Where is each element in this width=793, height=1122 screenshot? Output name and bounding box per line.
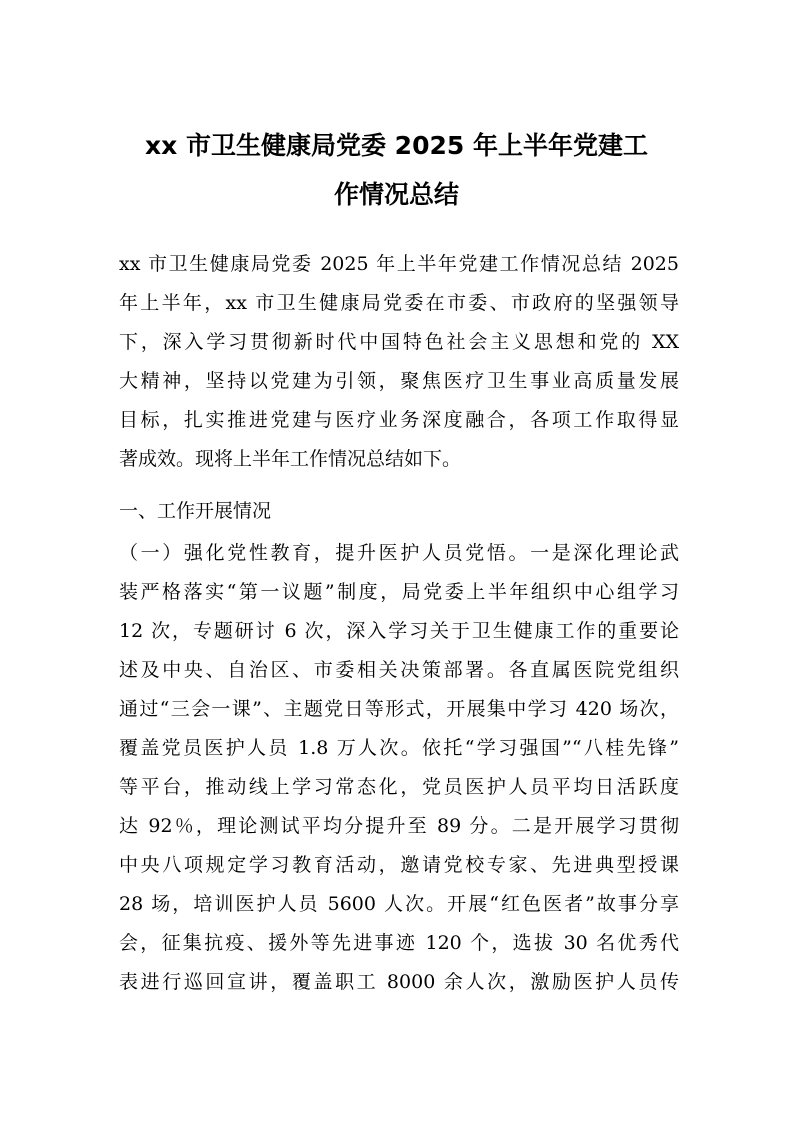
body-line-13: 覆盖党员医护人员 1.8 万人次。依托“学习强国”“八桂先锋” bbox=[119, 737, 679, 759]
body-line-4: 大精神，坚持以党建为引领，聚焦医疗卫生事业高质量发展 bbox=[119, 370, 679, 392]
body-line-17: 28 场，培训医护人员 5600 人次。开展“红色医者”故事分享 bbox=[119, 893, 679, 915]
body-line-19: 表进行巡回宣讲，覆盖职工 8000 余人次，激励医护人员传 bbox=[119, 971, 679, 993]
body-line-3: 下，深入学习贯彻新时代中国特色社会主义思想和党的 XX bbox=[119, 331, 679, 353]
body-line-16: 中央八项规定学习教育活动，邀请党校专家、先进典型授课 bbox=[119, 854, 679, 876]
body-line-1: xx 市卫生健康局党委 2025 年上半年党建工作情况总结 2025 bbox=[119, 253, 679, 275]
body-line-14: 等平台，推动线上学习常态化，党员医护人员平均日活跃度 bbox=[119, 776, 679, 798]
body-line-12: 通过“三会一课”、主题党日等形式，开展集中学习 420 场次， bbox=[119, 698, 679, 720]
body-line-5: 目标，扎实推进党建与医疗业务深度融合，各项工作取得显 bbox=[119, 409, 679, 431]
body-line-8: （一）强化党性教育，提升医护人员党悟。一是深化理论武 bbox=[119, 542, 679, 564]
body-line-15: 达 92％，理论测试平均分提升至 89 分。二是开展学习贯彻 bbox=[119, 815, 679, 837]
body-line-9: 装严格落实“第一议题”制度，局党委上半年组织中心组学习 bbox=[119, 581, 679, 603]
body-line-10: 12 次，专题研讨 6 次，深入学习关于卫生健康工作的重要论 bbox=[119, 620, 679, 642]
body-line-2: 年上半年，xx 市卫生健康局党委在市委、市政府的坚强领导 bbox=[119, 292, 679, 314]
document-title-line-1: xx 市卫生健康局党委 2025 年上半年党建工 bbox=[145, 131, 648, 160]
body-line-6: 著成效。现将上半年工作情况总结如下。 bbox=[119, 448, 462, 470]
body-line-11: 述及中央、自治区、市委相关决策部署。各直属医院党组织 bbox=[119, 659, 679, 681]
section-heading: 一、工作开展情况 bbox=[119, 500, 272, 522]
body-line-18: 会，征集抗疫、援外等先进事迹 120 个，选拔 30 名优秀代 bbox=[119, 932, 679, 954]
document-title-line-2: 作情况总结 bbox=[333, 180, 459, 209]
